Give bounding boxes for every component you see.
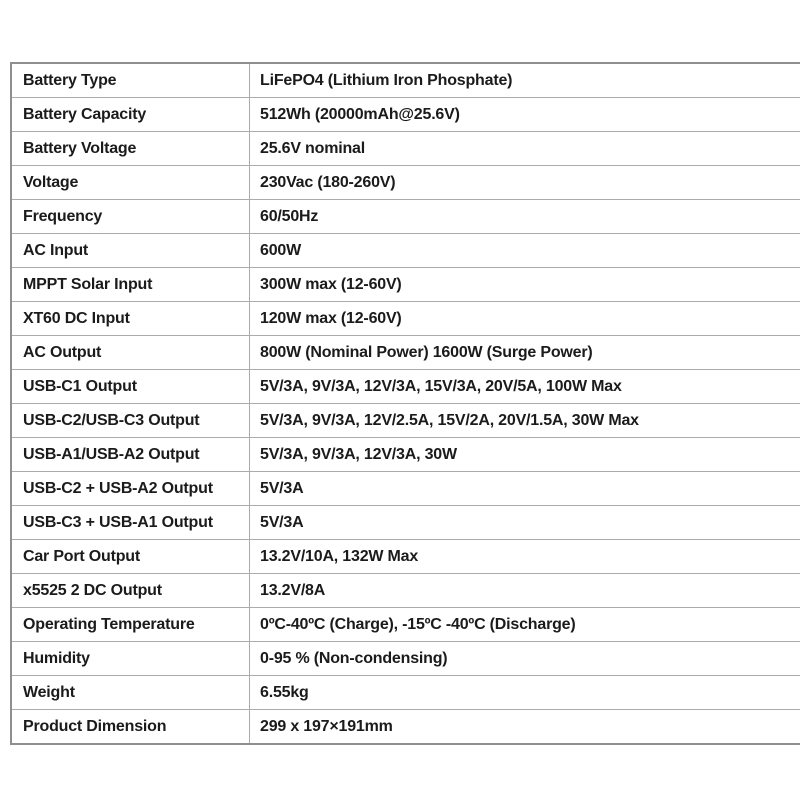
table-row [12,403,800,437]
table-row [12,165,800,199]
spec-label-cell: USB-C1 Output [12,370,250,403]
table-row [12,573,800,607]
spec-label-cell: AC Output [12,336,250,369]
spec-label-cell: Battery Voltage [12,132,250,165]
spec-value-cell: 5V/3A, 9V/3A, 12V/3A, 30W [260,445,457,463]
product-spec-table [10,62,800,745]
table-row [12,301,800,335]
spec-label-cell: Car Port Output [12,540,250,573]
spec-value-cell: 120W max (12-60V) [260,309,402,327]
table-row [12,64,800,97]
spec-label-cell: USB-C2/USB-C3 Output [12,404,250,437]
spec-value-cell: 800W (Nominal Power) 1600W (Surge Power) [260,343,593,361]
table-row [12,709,800,743]
table-row [12,335,800,369]
spec-label-cell: x5525 2 DC Output [12,574,250,607]
spec-value-cell: 300W max (12-60V) [260,275,402,293]
table-row [12,97,800,131]
spec-value-cell: 512Wh (20000mAh@25.6V) [260,105,460,123]
table-row [12,471,800,505]
spec-label-cell: Product Dimension [12,710,250,743]
spec-value-cell: 230Vac (180-260V) [260,173,396,191]
spec-value-cell: 6.55kg [260,683,309,701]
spec-label-cell: USB-A1/USB-A2 Output [12,438,250,471]
spec-value-cell: 13.2V/8A [260,581,326,599]
table-row [12,131,800,165]
spec-label-cell: Battery Capacity [12,98,250,131]
spec-label-cell: Voltage [12,166,250,199]
spec-label-cell: Battery Type [12,64,250,97]
spec-value-cell: 5V/3A [260,513,304,531]
spec-value-cell: LiFePO4 (Lithium Iron Phosphate) [260,71,513,89]
spec-label-cell: MPPT Solar Input [12,268,250,301]
table-row [12,539,800,573]
table-row [12,607,800,641]
table-row [12,505,800,539]
table-row [12,267,800,301]
spec-label-cell: USB-C3 + USB-A1 Output [12,506,250,539]
spec-label-cell: AC Input [12,234,250,267]
spec-label-cell: XT60 DC Input [12,302,250,335]
spec-value-cell: 25.6V nominal [260,139,365,157]
spec-label-cell: Humidity [12,642,250,675]
spec-value-cell: 13.2V/10A, 132W Max [260,547,419,565]
table-row [12,675,800,709]
spec-label-cell: USB-C2 + USB-A2 Output [12,472,250,505]
table-row [12,233,800,267]
spec-value-cell: 0-95 % (Non-condensing) [260,649,448,667]
table-row [12,437,800,471]
spec-value-cell: 5V/3A [260,479,304,497]
table-row [12,369,800,403]
spec-label-cell: Operating Temperature [12,608,250,641]
spec-label-cell: Weight [12,676,250,709]
spec-value-cell: 60/50Hz [260,207,319,225]
spec-value-cell: 600W [260,241,301,259]
spec-value-cell: 0ºC-40ºC (Charge), -15ºC -40ºC (Discharge) [260,615,576,633]
table-row [12,199,800,233]
spec-value-cell: 5V/3A, 9V/3A, 12V/2.5A, 15V/2A, 20V/1.5A, 30W Max [260,411,639,429]
spec-value-cell: 5V/3A, 9V/3A, 12V/3A, 15V/3A, 20V/5A, 100W Max [260,377,622,395]
spec-value-cell: 299 x 197×191mm [260,717,393,735]
spec-label-cell: Frequency [12,200,250,233]
table-row [12,641,800,675]
